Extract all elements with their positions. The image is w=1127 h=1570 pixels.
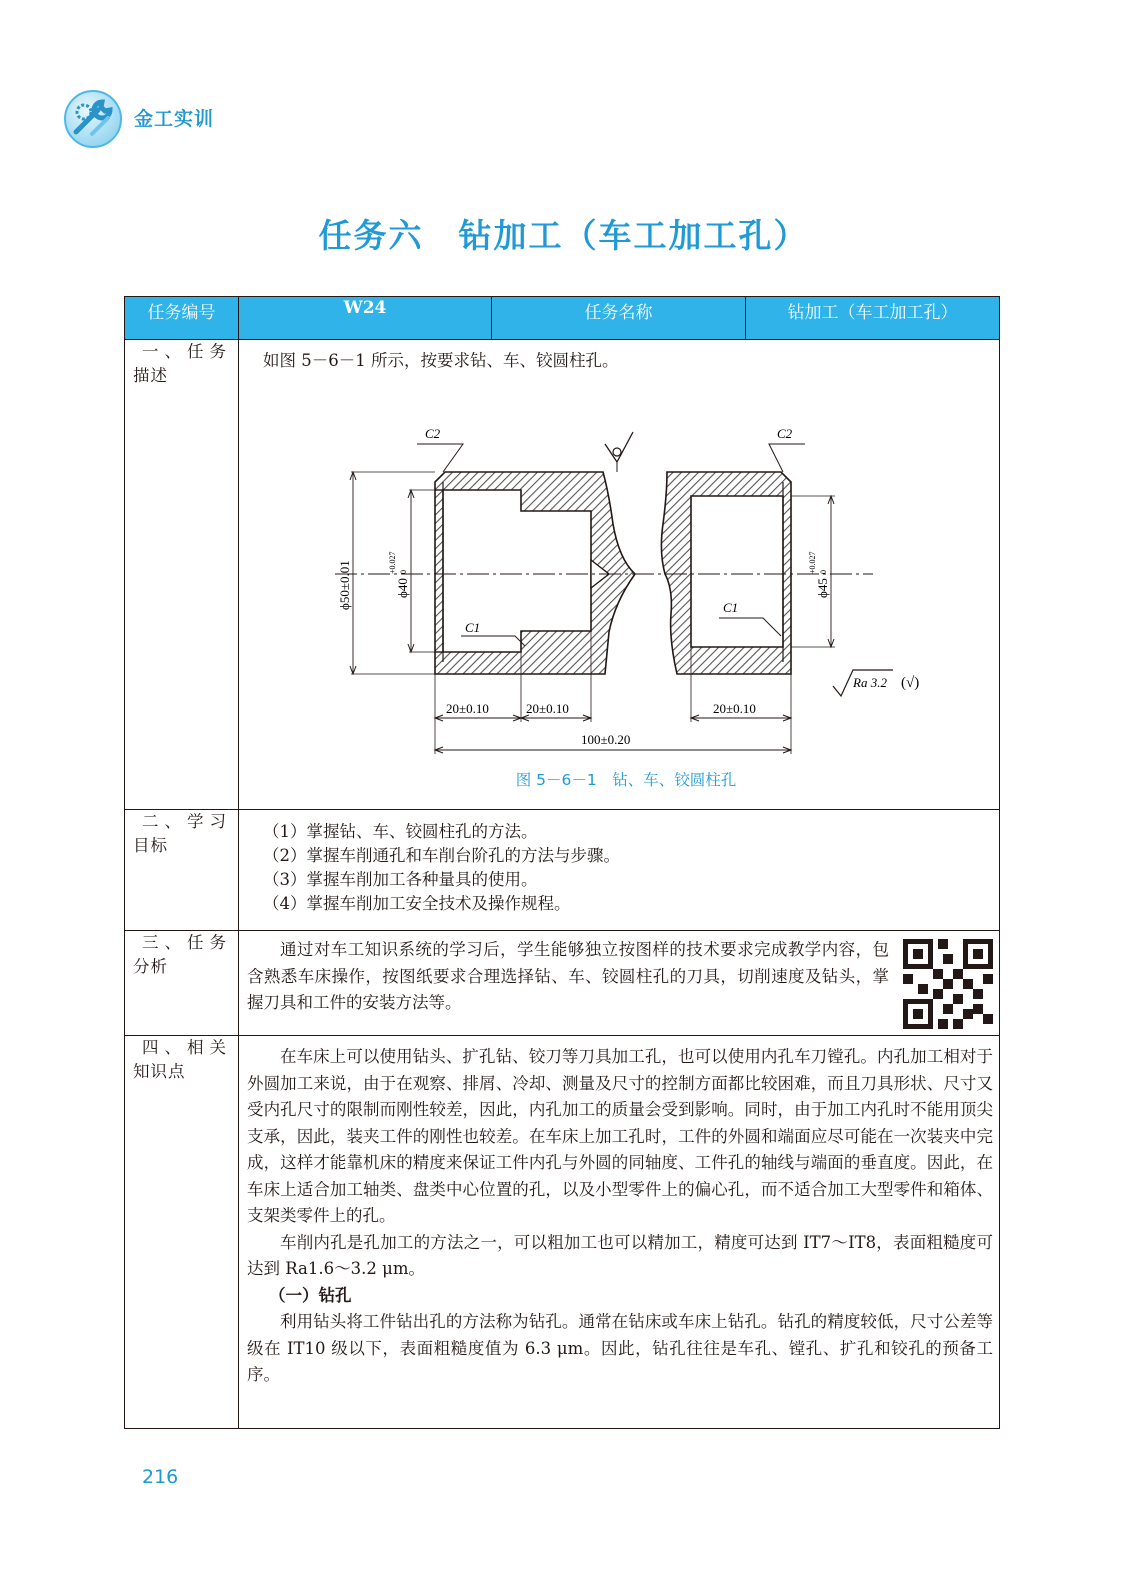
header-task-number-label: 任务编号 [125, 297, 239, 340]
header-task-name-value: 钻加工（车工加工孔） [746, 297, 1000, 340]
dim-length-a: 20±0.10 [446, 701, 489, 716]
book-title: 金工实训 [134, 108, 215, 130]
goal-item: （2）掌握车削通孔和车削台阶孔的方法与步骤。 [263, 846, 620, 865]
dim-right-bore: ϕ45 [815, 578, 830, 598]
dim-length-c: 20±0.10 [713, 701, 756, 716]
goals-cell [239, 810, 1000, 931]
table-row-goals [125, 810, 1000, 931]
header-task-name-label: 任务名称 [492, 297, 746, 340]
analysis-text: 通过对车工知识系统的学习后，学生能够独立按图样的技术要求完成教学内容，包含熟悉车床操作，按图纸要求合理选择钻、车、铰圆柱孔的刀具，切削速度及钻头，掌握刀具和工件的安装方法等。 [247, 940, 889, 1012]
dim-left-bore-tol-lower: 0 [399, 570, 408, 574]
goal-item: （3）掌握车削加工各种量具的使用。 [263, 870, 538, 889]
chamfer-label: C2 [777, 426, 793, 441]
roughness-note: Ra 3.2 [853, 675, 887, 690]
analysis-cell [239, 931, 1000, 1036]
page-title: 任务六 钻加工（车工加工孔） [318, 216, 809, 255]
dim-length-b: 20±0.10 [526, 701, 569, 716]
header-task-number-value: W24 [239, 297, 492, 340]
roughness-note-other: (√) [901, 675, 920, 691]
dim-total-length: 100±0.20 [581, 732, 631, 747]
row-label-task-description: 一、任务 描述 [125, 340, 239, 810]
knowledge-paragraph: 在车床上可以使用钻头、扩孔钻、铰刀等刀具加工孔，也可以使用内孔车刀镗孔。内孔加工相对于外圆加工来说，由于在观察、排屑、冷却、测量及尺寸的控制方面都比较困难，而且刀具形状、尺寸又受内孔尺寸的限制而刚性较差，因此，内孔加工的质量会受到影响。同时，由于加工内孔时不能用顶尖支承，因此，装夹工件的刚性也较差。在车床上加工孔时，工件的外圆和端面应尽可能在一次装夹中完成，这样才能靠机床的精度来保证工件内孔与外圆的同轴度、工件孔的轴线与端面的垂直度。因此，在车床上适合加工轴类、盘类中心位置的孔，以及小型零件上的偏心孔，而不适合加工大型零件和箱体、支架类零件上的孔。 [247, 1047, 993, 1225]
dim-right-bore-tol-lower: 0 [819, 570, 828, 574]
knowledge-paragraph: 利用钻头将工件钻出孔的方法称为钻孔。通常在钻床或车床上钻孔。钻孔的精度较低，尺寸公差等级在 IT10 级以下，表面粗糙度值为 6.3 μm。因此，钻孔往往是车孔、镗孔、扩孔和铰孔的预备工序。 [247, 1312, 993, 1384]
table-row-knowledge [125, 1036, 1000, 1429]
table-header-row [125, 297, 1000, 340]
dim-left-bore: ϕ40 [395, 578, 410, 598]
row-label-goals: 二、学习 目标 [125, 810, 239, 931]
task-intro: 如图 5－6－1 所示，按要求钻、车、铰圆柱孔。 [263, 351, 619, 370]
task-description-cell [239, 340, 1000, 810]
chamfer-label: C1 [723, 600, 739, 615]
chamfer-label: C1 [465, 620, 481, 635]
wrench-gear-logo-icon [62, 88, 124, 150]
row-label-analysis: 三、任务 分析 [125, 931, 239, 1036]
table-row-analysis [125, 931, 1000, 1036]
chamfer-label: C2 [425, 426, 441, 441]
row-label-knowledge: 四、相关 知识点 [125, 1036, 239, 1429]
dim-left-bore-tol-upper: +0.027 [388, 551, 397, 574]
section-heading-drilling: （一）钻孔 [269, 1285, 352, 1305]
goal-item: （4）掌握车削加工安全技术及操作规程。 [263, 894, 571, 913]
figure-caption: 图 5－6－1 钻、车、铰圆柱孔 [515, 771, 737, 789]
page-number: 216 [142, 1466, 179, 1488]
bushing-drawing [253, 374, 973, 762]
goal-item: （1）掌握钻、车、铰圆柱孔的方法。 [263, 822, 538, 841]
table-row-task-description [125, 340, 1000, 810]
knowledge-paragraph: 车削内孔是孔加工的方法之一，可以粗加工也可以精加工，精度可达到 IT7～IT8，表面粗糙度可达到 Ra1.6～3.2 μm。 [247, 1232, 993, 1278]
dim-outer-diameter: ϕ50±0.01 [337, 560, 352, 610]
task-table [124, 296, 1000, 1429]
qr-code-icon[interactable] [903, 939, 993, 1029]
dim-right-bore-tol-upper: +0.027 [808, 551, 817, 574]
knowledge-cell [239, 1036, 1000, 1429]
